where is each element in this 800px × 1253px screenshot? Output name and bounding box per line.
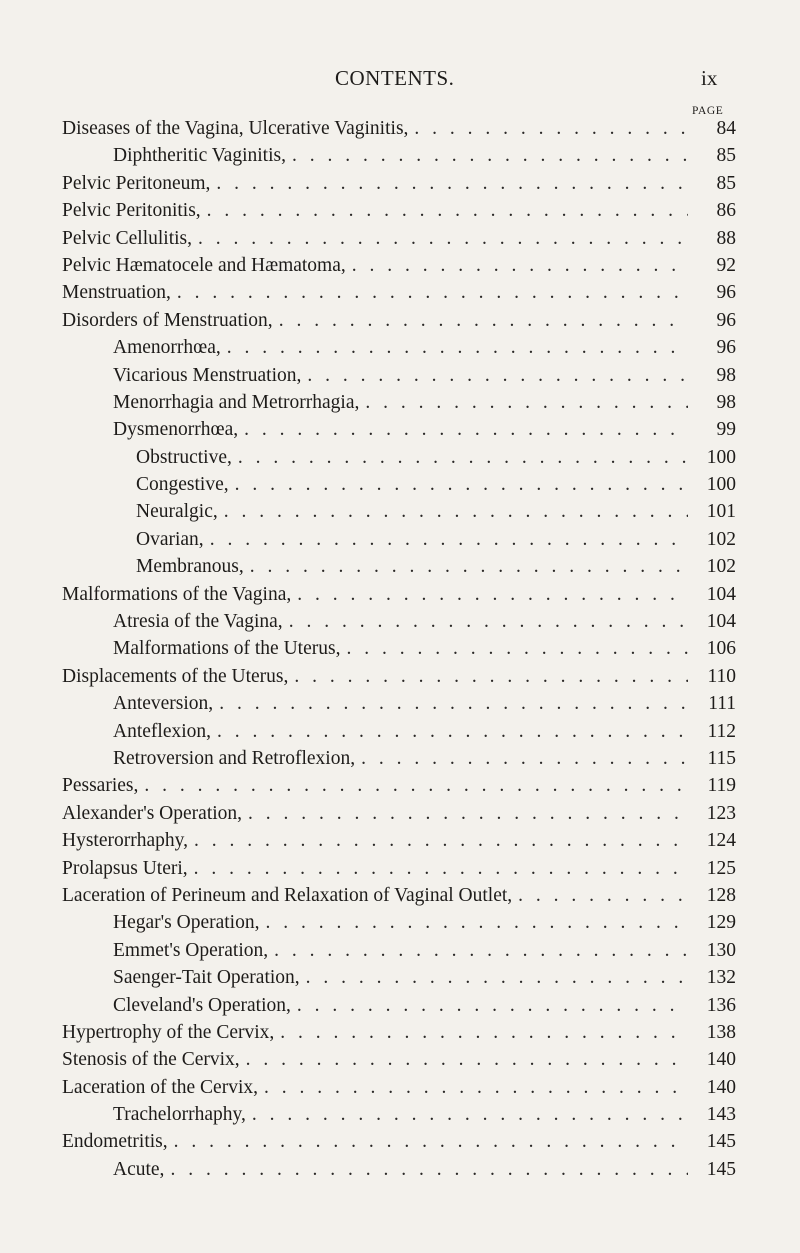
dot-leader	[246, 1104, 688, 1126]
toc-entry-page: 102	[706, 556, 736, 578]
dot-leader	[288, 666, 688, 688]
toc-entry	[62, 145, 736, 172]
toc-entry	[62, 584, 736, 611]
toc-entry-page: 96	[716, 337, 736, 359]
toc-entry-page: 101	[706, 501, 736, 523]
toc-entry	[62, 310, 736, 337]
toc-entry-page: 112	[707, 720, 736, 742]
dot-leader	[283, 611, 688, 633]
dot-leader	[300, 967, 688, 989]
toc-entry-title: Menorrhagia and Metrorrhagia,	[113, 391, 360, 413]
toc-entry-page: 104	[706, 583, 736, 605]
toc-entry	[62, 995, 736, 1022]
toc-entry	[62, 611, 736, 638]
toc-entry	[62, 1131, 736, 1158]
toc-entry-title: Neuralgic,	[136, 501, 218, 523]
dot-leader	[238, 419, 688, 441]
toc-entry	[62, 803, 736, 830]
dot-leader	[138, 775, 688, 797]
toc-entry	[62, 337, 736, 364]
dot-leader	[274, 1022, 688, 1044]
toc-entry-page: 140	[706, 1049, 736, 1071]
toc-entry	[62, 721, 736, 748]
toc-entry-page: 110	[707, 665, 736, 687]
dot-leader	[408, 118, 688, 140]
toc-entry-page: 99	[716, 419, 736, 441]
toc-entry	[62, 1104, 736, 1131]
dot-leader	[273, 310, 688, 332]
dot-leader	[204, 529, 688, 551]
dot-leader	[229, 474, 688, 496]
toc-entry-title: Pelvic Cellulitis,	[62, 227, 192, 249]
toc-entry-page: 130	[706, 939, 736, 961]
dot-leader	[188, 830, 688, 852]
toc-entry	[62, 666, 736, 693]
toc-entry-page: 111	[708, 693, 736, 715]
toc-entry-page: 98	[716, 391, 736, 413]
toc-entry	[62, 118, 736, 145]
toc-entry-page: 96	[716, 282, 736, 304]
dot-leader	[164, 1159, 688, 1181]
toc-entry-title: Congestive,	[136, 474, 229, 496]
toc-entry-title: Anteflexion,	[113, 720, 212, 742]
toc-entry-page: 123	[706, 802, 736, 824]
dot-leader	[218, 501, 688, 523]
toc-entry	[62, 282, 736, 309]
toc-entry-page: 85	[716, 172, 736, 194]
toc-entry-page: 100	[706, 446, 736, 468]
toc-entry	[62, 693, 736, 720]
toc-entry-page: 140	[706, 1076, 736, 1098]
toc-entry-page: 106	[706, 638, 736, 660]
toc-entry-page: 115	[707, 747, 736, 769]
toc-entry-title: Obstructive,	[136, 446, 232, 468]
toc-entry	[62, 200, 736, 227]
toc-entry-page: 138	[706, 1021, 736, 1043]
toc-entry-title: Malformations of the Uterus,	[113, 638, 341, 660]
toc-entry-page: 88	[716, 227, 736, 249]
dot-leader	[211, 721, 688, 743]
dot-leader	[232, 447, 688, 469]
toc-entry	[62, 748, 736, 775]
toc-entry	[62, 1022, 736, 1049]
toc-entry-page: 86	[716, 200, 736, 222]
toc-entry-page: 145	[706, 1131, 736, 1153]
toc-entry-title: Pessaries,	[62, 775, 139, 797]
toc-entry	[62, 638, 736, 665]
toc-entry-title: Endometritis,	[62, 1131, 168, 1153]
toc-entry-title: Vicarious Menstruation,	[113, 364, 302, 386]
toc-entry-title: Amenorrhœa,	[113, 337, 221, 359]
dot-leader	[201, 200, 688, 222]
toc-entry-page: 85	[716, 145, 736, 167]
dot-leader	[346, 255, 688, 277]
dot-leader	[213, 693, 688, 715]
toc-entry-title: Membranous,	[136, 556, 244, 578]
dot-leader	[221, 337, 688, 359]
dot-leader	[512, 885, 688, 907]
toc-entry	[62, 474, 736, 501]
toc-entry	[62, 556, 736, 583]
dot-leader	[301, 365, 688, 387]
toc-entry-page: 145	[706, 1158, 736, 1180]
toc-entry-title: Acute,	[113, 1158, 165, 1180]
toc-entry	[62, 775, 736, 802]
toc-entry	[62, 1077, 736, 1104]
dot-leader	[268, 940, 688, 962]
toc-entry-page: 84	[716, 118, 736, 139]
toc-entry	[62, 228, 736, 255]
toc-entry-page: 102	[706, 528, 736, 550]
toc-entry-page: 104	[706, 611, 736, 633]
toc-entry-title: Pelvic Peritonitis,	[62, 200, 201, 222]
page-title: CONTENTS.	[335, 66, 455, 90]
toc-entry	[62, 529, 736, 556]
toc-entry-title: Prolapsus Uteri,	[62, 857, 188, 879]
dot-leader	[171, 282, 688, 304]
toc-entry	[62, 447, 736, 474]
toc-entry-page: 98	[716, 364, 736, 386]
toc-entry-title: Hypertrophy of the Cervix,	[62, 1021, 275, 1043]
toc-entry-title: Pelvic Peritoneum,	[62, 172, 211, 194]
toc-entry	[62, 912, 736, 939]
toc-entry-title: Diseases of the Vagina, Ulcerative Vaginitis,	[62, 118, 409, 139]
dot-leader	[259, 912, 688, 934]
toc-entry-title: Saenger-Tait Operation,	[113, 967, 300, 989]
toc-entry	[62, 255, 736, 282]
toc-entry-page: 143	[706, 1104, 736, 1126]
toc-entry-title: Dysmenorrhœa,	[113, 419, 239, 441]
toc-entry-title: Laceration of the Cervix,	[62, 1076, 258, 1098]
toc-entry	[62, 1049, 736, 1076]
toc-entry-title: Hegar's Operation,	[113, 912, 260, 934]
toc-entry-page: 119	[707, 775, 736, 797]
toc-entry-title: Retroversion and Retroflexion,	[113, 747, 356, 769]
page-column-label: PAGE	[692, 105, 724, 117]
toc-entry-title: Trachelorrhaphy,	[113, 1104, 246, 1126]
toc-entry-title: Malformations of the Vagina,	[62, 583, 292, 605]
dot-leader	[286, 145, 688, 167]
toc-entry-title: Cleveland's Operation,	[113, 994, 291, 1016]
toc-entry	[62, 940, 736, 967]
toc-entry-title: Anteversion,	[113, 693, 214, 715]
toc-entry-title: Stenosis of the Cervix,	[62, 1049, 240, 1071]
toc-entry-title: Ovarian,	[136, 528, 204, 550]
toc-entry-page: 132	[706, 967, 736, 989]
toc-entry-page: 128	[706, 884, 736, 906]
dot-leader	[242, 803, 688, 825]
dot-leader	[188, 858, 688, 880]
toc-entry	[62, 830, 736, 857]
table-of-contents	[62, 118, 736, 1186]
dot-leader	[240, 1049, 688, 1071]
toc-entry	[62, 885, 736, 912]
toc-entry	[62, 392, 736, 419]
dot-leader	[244, 556, 688, 578]
toc-entry-title: Hysterorrhaphy,	[62, 830, 188, 852]
toc-entry	[62, 1159, 736, 1186]
toc-entry-title: Displacements of the Uterus,	[62, 665, 289, 687]
toc-entry-title: Disorders of Menstruation,	[62, 309, 273, 331]
dot-leader	[340, 638, 688, 660]
toc-entry-page: 92	[716, 254, 736, 276]
dot-leader	[168, 1131, 688, 1153]
toc-entry	[62, 501, 736, 528]
dot-leader	[258, 1077, 688, 1099]
toc-entry-page: 129	[706, 912, 736, 934]
toc-entry-page: 96	[716, 309, 736, 331]
toc-entry-title: Diphtheritic Vaginitis,	[113, 145, 286, 167]
toc-entry	[62, 173, 736, 200]
dot-leader	[355, 748, 688, 770]
toc-entry	[62, 967, 736, 994]
toc-entry-page: 124	[706, 830, 736, 852]
toc-entry-title: Laceration of Perineum and Relaxation of Vaginal Outlet,	[62, 884, 513, 906]
dot-leader	[291, 584, 688, 606]
toc-entry	[62, 365, 736, 392]
dot-leader	[210, 173, 688, 195]
toc-entry-title: Emmet's Operation,	[113, 939, 269, 961]
toc-entry-page: 125	[706, 857, 736, 879]
page-header	[0, 66, 800, 94]
toc-entry-title: Alexander's Operation,	[62, 802, 243, 824]
dot-leader	[291, 995, 688, 1017]
toc-entry-page: 136	[706, 994, 736, 1016]
toc-entry-title: Pelvic Hæmatocele and Hæmatoma,	[62, 254, 346, 276]
page-numeral: ix	[701, 66, 718, 90]
dot-leader	[192, 228, 688, 250]
toc-entry-page: 100	[706, 474, 736, 496]
toc-entry	[62, 419, 736, 446]
dot-leader	[359, 392, 688, 414]
toc-entry	[62, 858, 736, 885]
toc-entry-title: Atresia of the Vagina,	[113, 611, 283, 633]
toc-entry-title: Menstruation,	[62, 282, 171, 304]
